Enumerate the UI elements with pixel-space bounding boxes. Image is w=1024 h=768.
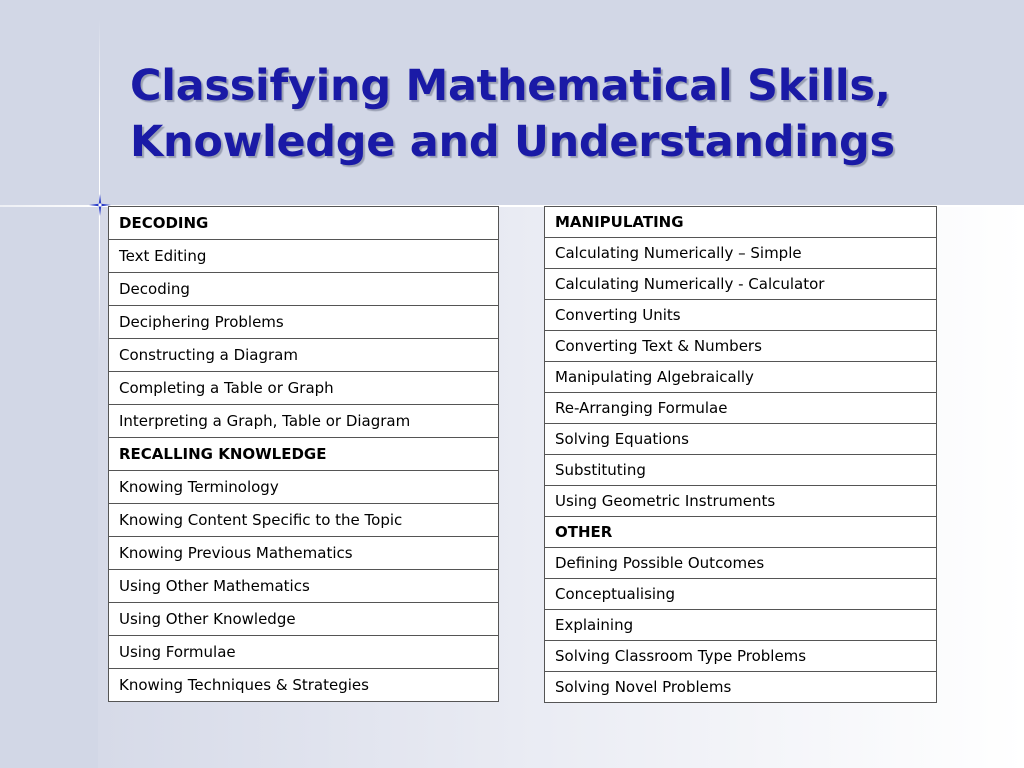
table-section-header-row [109, 207, 499, 240]
skill-cell: Completing a Table or Graph [109, 372, 499, 405]
table-row [109, 273, 499, 306]
skills-table-right-body [545, 207, 937, 703]
table-row [545, 579, 937, 610]
table-row [545, 300, 937, 331]
skill-cell: Calculating Numerically - Calculator [545, 269, 937, 300]
slide-title [130, 58, 1010, 170]
table-row [109, 504, 499, 537]
table-section-header-row [545, 207, 937, 238]
table-row [109, 537, 499, 570]
table-row [545, 455, 937, 486]
section-header-cell: DECODING [109, 207, 499, 240]
table-section-header-row [109, 438, 499, 471]
skill-cell: Interpreting a Graph, Table or Diagram [109, 405, 499, 438]
table-row [545, 641, 937, 672]
slide-title-line-2: Knowledge and Understandings [130, 117, 895, 167]
skill-cell: Solving Equations [545, 424, 937, 455]
table-row [545, 238, 937, 269]
skill-cell: Defining Possible Outcomes [545, 548, 937, 579]
table-row [109, 636, 499, 669]
section-header-cell: RECALLING KNOWLEDGE [109, 438, 499, 471]
skill-cell: Text Editing [109, 240, 499, 273]
skill-cell: Decoding [109, 273, 499, 306]
table-row [109, 471, 499, 504]
table-row [545, 548, 937, 579]
skill-cell: Knowing Techniques & Strategies [109, 669, 499, 702]
skill-cell: Deciphering Problems [109, 306, 499, 339]
skill-cell: Re-Arranging Formulae [545, 393, 937, 424]
table-row [109, 339, 499, 372]
skill-cell: Using Formulae [109, 636, 499, 669]
skill-cell: Knowing Content Specific to the Topic [109, 504, 499, 537]
skill-cell: Constructing a Diagram [109, 339, 499, 372]
table-row [109, 372, 499, 405]
skill-cell: Converting Units [545, 300, 937, 331]
table-row [109, 405, 499, 438]
skill-cell: Converting Text & Numbers [545, 331, 937, 362]
table-section-header-row [545, 517, 937, 548]
table-row [545, 393, 937, 424]
table-row [109, 306, 499, 339]
table-row [109, 669, 499, 702]
skill-cell: Calculating Numerically – Simple [545, 238, 937, 269]
skill-cell: Using Other Knowledge [109, 603, 499, 636]
skill-cell: Using Geometric Instruments [545, 486, 937, 517]
slide-title-line-1: Classifying Mathematical Skills, [130, 61, 891, 111]
table-row [545, 331, 937, 362]
left-band [0, 206, 98, 768]
table-row [545, 424, 937, 455]
skills-table-right [544, 206, 937, 703]
table-row [109, 570, 499, 603]
skill-cell: Knowing Terminology [109, 471, 499, 504]
skill-cell: Manipulating Algebraically [545, 362, 937, 393]
skill-cell: Substituting [545, 455, 937, 486]
table-row [545, 672, 937, 703]
table-row [109, 240, 499, 273]
skill-cell: Explaining [545, 610, 937, 641]
table-row [545, 486, 937, 517]
table-row [545, 362, 937, 393]
skill-cell: Knowing Previous Mathematics [109, 537, 499, 570]
section-header-cell: MANIPULATING [545, 207, 937, 238]
skills-table-left-body [109, 207, 499, 702]
table-row [545, 269, 937, 300]
section-header-cell: OTHER [545, 517, 937, 548]
skill-cell: Solving Novel Problems [545, 672, 937, 703]
skill-cell: Using Other Mathematics [109, 570, 499, 603]
skill-cell: Conceptualising [545, 579, 937, 610]
table-row [545, 610, 937, 641]
skill-cell: Solving Classroom Type Problems [545, 641, 937, 672]
skills-table-left [108, 206, 499, 702]
vertical-accent-line [99, 20, 100, 350]
table-row [109, 603, 499, 636]
